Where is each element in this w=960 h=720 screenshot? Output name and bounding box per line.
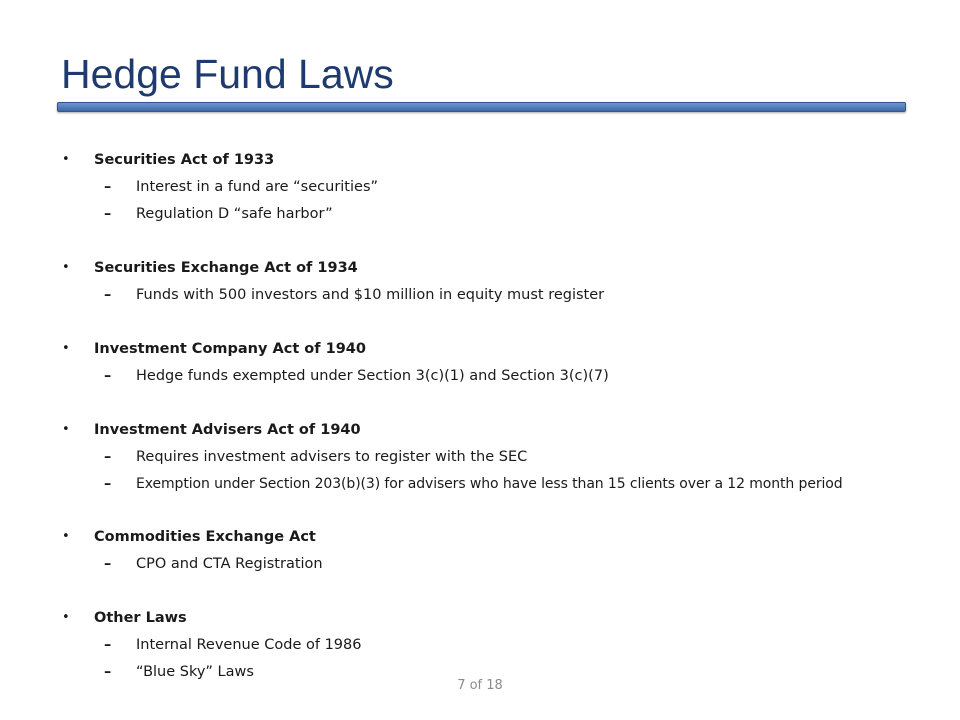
sub-bullet-text: Exemption under Section 203(b)(3) for advisers who have less than 15 clients over a 12 month period xyxy=(136,476,843,492)
bullet-marker: • xyxy=(62,152,70,167)
bullet-marker: • xyxy=(62,260,70,275)
bullet-marker: • xyxy=(62,341,70,356)
sub-bullet-text: Regulation D “safe harbor” xyxy=(136,206,333,222)
dash-marker: – xyxy=(104,637,112,653)
bullet-marker: • xyxy=(62,529,70,544)
bullet-heading: Investment Advisers Act of 1940 xyxy=(94,422,361,438)
dash-marker: – xyxy=(104,206,112,222)
bullet-heading: Investment Company Act of 1940 xyxy=(94,341,366,357)
bullet-heading: Securities Act of 1933 xyxy=(94,152,275,168)
bullet-heading: Commodities Exchange Act xyxy=(94,529,316,545)
dash-marker: – xyxy=(104,476,112,492)
sub-bullet-text: Requires investment advisers to register with the SEC xyxy=(136,449,528,465)
sub-bullet-text: Hedge funds exempted under Section 3(c)(1) and Section 3(c)(7) xyxy=(136,368,609,384)
sub-bullet-text: Internal Revenue Code of 1986 xyxy=(136,637,362,653)
bullet-marker: • xyxy=(62,422,70,437)
dash-marker: – xyxy=(104,556,112,572)
bullet-heading: Securities Exchange Act of 1934 xyxy=(94,260,358,276)
bullet-heading: Other Laws xyxy=(94,610,187,626)
page-number: 7 of 18 xyxy=(457,678,503,693)
sub-bullet-text: CPO and CTA Registration xyxy=(136,556,323,572)
title-underline-bar xyxy=(57,102,906,112)
dash-marker: – xyxy=(104,449,112,465)
dash-marker: – xyxy=(104,179,112,195)
dash-marker: – xyxy=(104,287,112,303)
sub-bullet-text: Funds with 500 investors and $10 million in equity must register xyxy=(136,287,605,303)
dash-marker: – xyxy=(104,664,112,680)
dash-marker: – xyxy=(104,368,112,384)
sub-bullet-text: Interest in a fund are “securities” xyxy=(136,179,379,195)
slide-title: Hedge Fund Laws xyxy=(61,51,394,97)
sub-bullet-text: “Blue Sky” Laws xyxy=(136,664,254,680)
bullet-marker: • xyxy=(62,610,70,625)
